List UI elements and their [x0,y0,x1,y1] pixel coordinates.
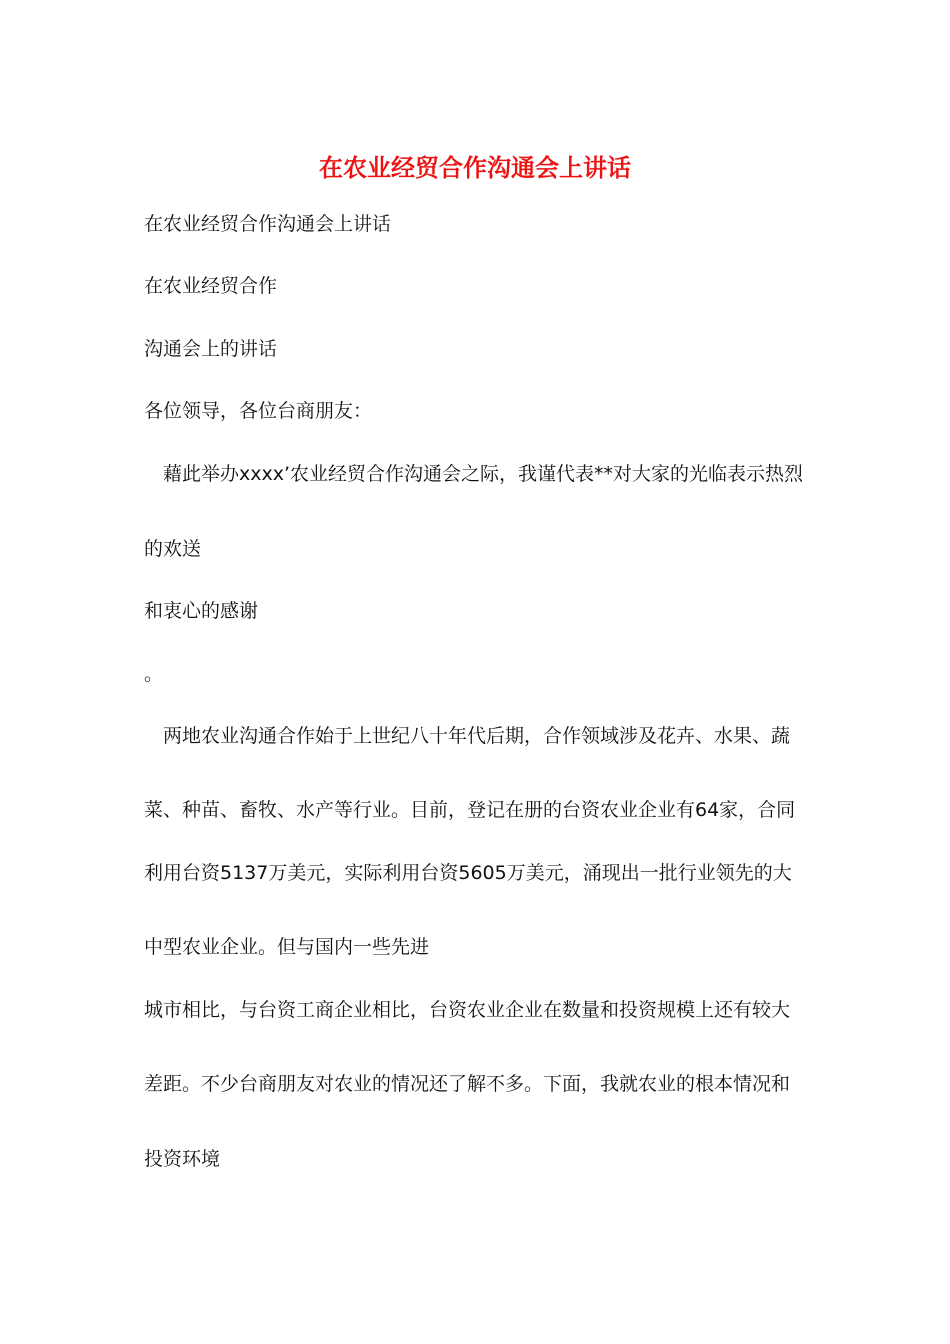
body-line-3: 沟通会上的讲话 [144,338,278,360]
paragraph-2-line-7: 投资环境 [144,1148,221,1170]
body-line-1: 在农业经贸合作沟通会上讲话 [144,213,392,235]
body-line-2: 在农业经贸合作 [144,275,278,297]
paragraph-1-line-1: 藉此举办xxxx’农业经贸合作沟通会之际，我谨代表**对大家的光临表示热烈 [163,463,804,485]
salutation: 各位领导，各位台商朋友： [144,400,373,422]
paragraph-2-line-2: 菜、种苗、畜牧、水产等行业。目前，登记在册的台资农业企业有64家，合同 [144,799,796,821]
paragraph-1-line-3: 和衷心的感谢 [144,600,259,622]
paragraph-1-line-4: 。 [144,663,164,685]
page-title: 在农业经贸合作沟通会上讲话 [319,153,631,182]
paragraph-2-line-1: 两地农业沟通合作始于上世纪八十年代后期，合作领域涉及花卉、水果、蔬 [163,725,791,747]
paragraph-2-line-4: 中型农业企业。但与国内一些先进 [144,936,430,958]
paragraph-2-line-5: 城市相比，与台资工商企业相比，台资农业企业在数量和投资规模上还有较大 [144,999,791,1021]
paragraph-2-line-3: 利用台资5137万美元，实际利用台资5605万美元，涌现出一批行业领先的大 [144,862,792,884]
paragraph-2-line-6: 差距。不少台商朋友对农业的情况还了解不多。下面，我就农业的根本情况和 [144,1073,791,1095]
paragraph-1-line-2: 的欢送 [144,538,202,560]
